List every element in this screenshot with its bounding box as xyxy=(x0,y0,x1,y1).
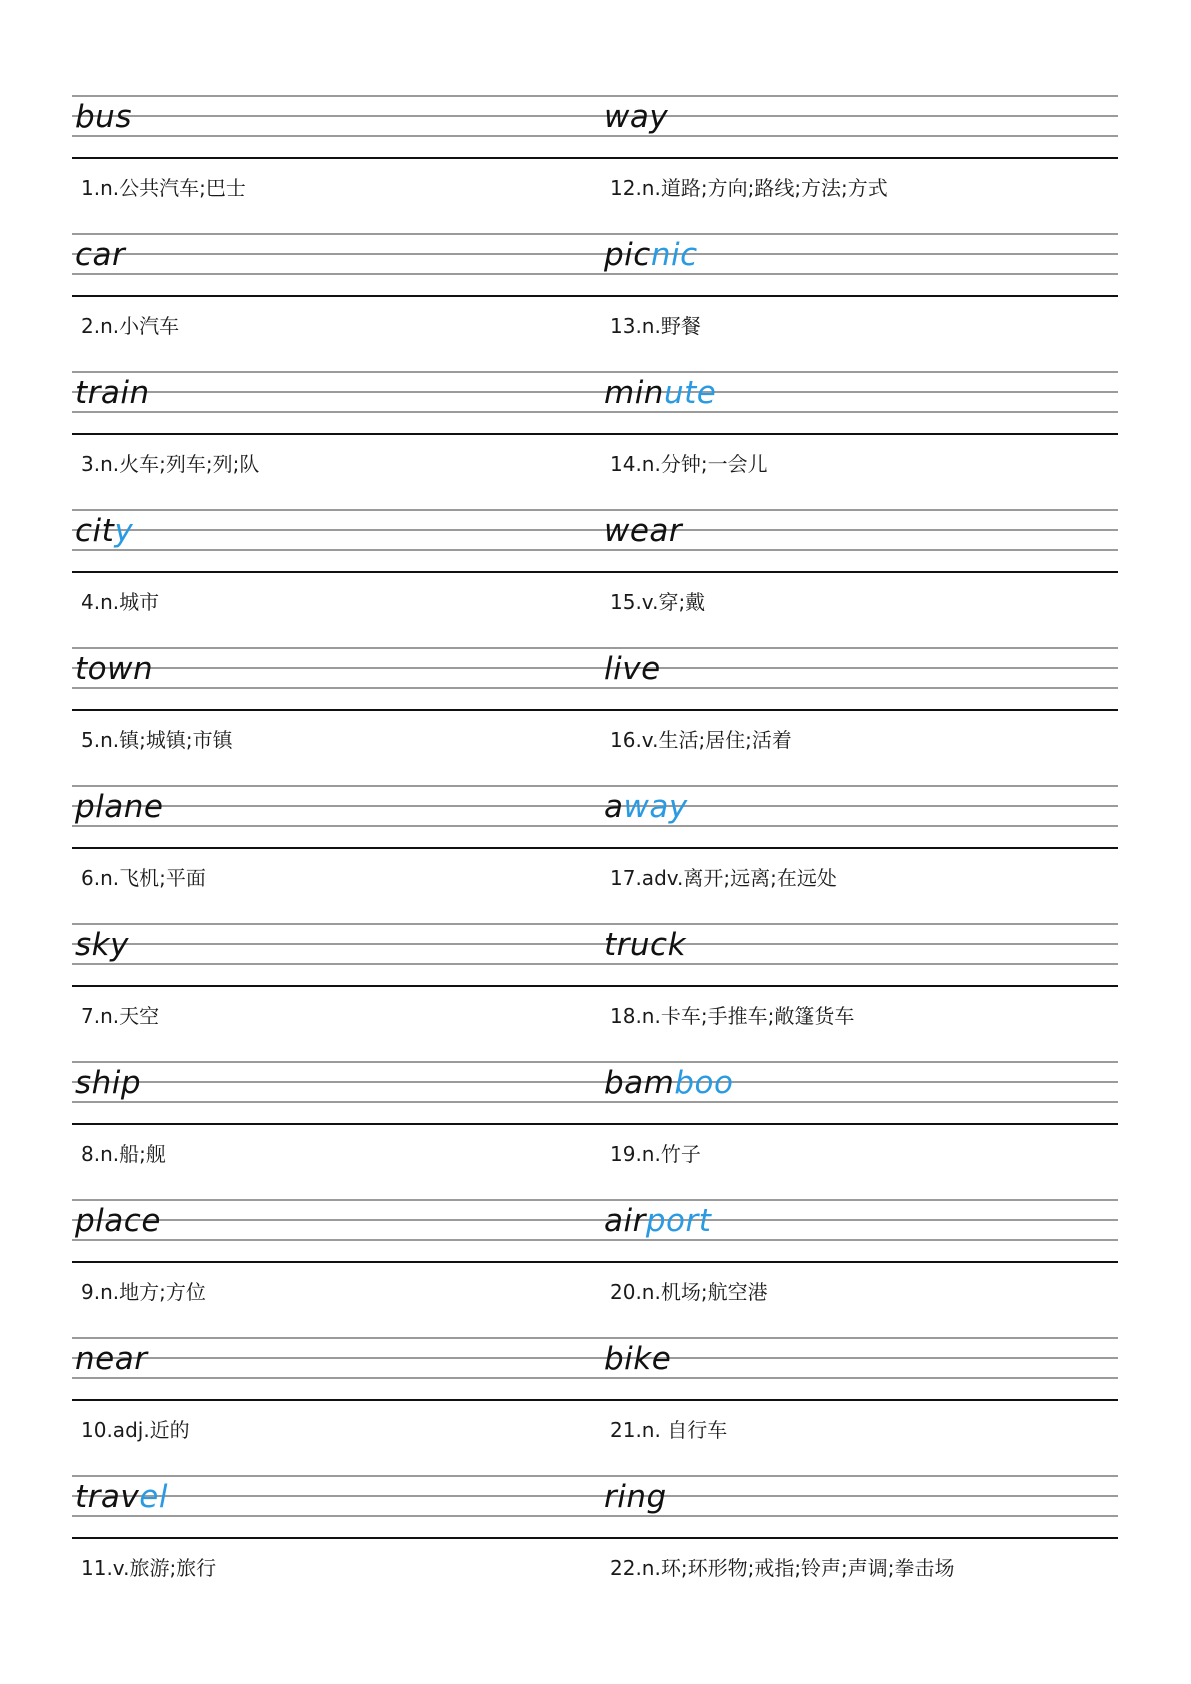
english-word xyxy=(75,1201,161,1241)
vocab-entry-right xyxy=(601,785,1124,923)
english-word xyxy=(75,1063,141,1103)
english-word xyxy=(604,1063,734,1103)
word-plain-part: car xyxy=(75,237,126,273)
english-word xyxy=(604,373,716,413)
word-plain-part: wear xyxy=(604,513,683,549)
chinese-meaning: 1.n.公共汽车;巴士 xyxy=(81,176,246,200)
chinese-meaning: 20.n.机场;航空港 xyxy=(610,1280,768,1304)
word-highlight-part: nic xyxy=(650,237,698,273)
word-plain-part: ring xyxy=(604,1479,667,1515)
chinese-meaning: 12.n.道路;方向;路线;方法;方式 xyxy=(610,176,888,200)
chinese-meaning: 4.n.城市 xyxy=(81,590,160,614)
vocab-entry-left xyxy=(72,1199,595,1337)
vocab-entry-left xyxy=(72,233,595,371)
vocab-row xyxy=(72,647,1118,785)
chinese-meaning: 15.v.穿;戴 xyxy=(610,590,706,614)
word-plain-part: ship xyxy=(75,1065,142,1101)
english-word xyxy=(75,373,150,413)
english-word xyxy=(75,787,164,827)
english-word xyxy=(604,97,668,137)
chinese-meaning: 8.n.船;舰 xyxy=(81,1142,166,1166)
english-word xyxy=(75,1339,147,1379)
word-plain-part: truck xyxy=(604,927,687,963)
vocab-entry-right xyxy=(601,1199,1124,1337)
english-word xyxy=(604,1201,711,1241)
english-word xyxy=(604,787,688,827)
word-highlight-part: ute xyxy=(663,375,717,411)
chinese-meaning: 19.n.竹子 xyxy=(610,1142,701,1166)
chinese-meaning: 21.n. 自行车 xyxy=(610,1418,728,1442)
chinese-meaning: 13.n.野餐 xyxy=(610,314,701,338)
word-plain-part: trav xyxy=(75,1479,140,1515)
word-plain-part: air xyxy=(604,1203,646,1239)
chinese-meaning: 18.n.卡车;手推车;敞篷货车 xyxy=(610,1004,855,1028)
chinese-meaning: 11.v.旅游;旅行 xyxy=(81,1556,217,1580)
vocab-entry-left xyxy=(72,1337,595,1475)
chinese-meaning: 22.n.环;环形物;戒指;铃声;声调;拳击场 xyxy=(610,1556,955,1580)
word-plain-part: place xyxy=(75,1203,161,1239)
english-word xyxy=(604,235,698,275)
vocab-row xyxy=(72,371,1118,509)
word-plain-part: bam xyxy=(604,1065,675,1101)
english-word xyxy=(75,925,129,965)
word-plain-part: bus xyxy=(75,99,132,135)
vocab-row xyxy=(72,1199,1118,1337)
english-word xyxy=(75,1477,168,1517)
chinese-meaning: 3.n.火车;列车;列;队 xyxy=(81,452,260,476)
vocab-row xyxy=(72,233,1118,371)
vocab-entry-left xyxy=(72,923,595,1061)
vocab-row xyxy=(72,95,1118,233)
word-plain-part: way xyxy=(604,99,669,135)
word-plain-part: bike xyxy=(604,1341,672,1377)
word-plain-part: a xyxy=(604,789,624,825)
vocab-entry-right xyxy=(601,1475,1124,1613)
english-word xyxy=(604,1339,671,1379)
word-plain-part: train xyxy=(75,375,150,411)
vocab-row xyxy=(72,923,1118,1061)
vocab-entry-left xyxy=(72,371,595,509)
chinese-meaning: 5.n.镇;城镇;市镇 xyxy=(81,728,233,752)
vocab-entry-left xyxy=(72,785,595,923)
word-plain-part: pic xyxy=(604,237,651,273)
word-highlight-part: way xyxy=(623,789,688,825)
english-word xyxy=(75,649,153,689)
vocab-entry-left xyxy=(72,1475,595,1613)
english-word xyxy=(604,1477,667,1517)
word-plain-part: sky xyxy=(75,927,129,963)
english-word xyxy=(604,511,682,551)
vocab-entry-right xyxy=(601,1337,1124,1475)
vocab-entry-right xyxy=(601,95,1124,233)
vocab-entry-right xyxy=(601,1061,1124,1199)
vocab-entry-right xyxy=(601,923,1124,1061)
chinese-meaning: 2.n.小汽车 xyxy=(81,314,180,338)
vocab-entry-right xyxy=(601,509,1124,647)
vocab-entry-right xyxy=(601,233,1124,371)
vocab-entry-right xyxy=(601,647,1124,785)
vocab-row xyxy=(72,509,1118,647)
word-plain-part: plane xyxy=(75,789,164,825)
vocab-entry-left xyxy=(72,95,595,233)
vocab-row xyxy=(72,785,1118,923)
chinese-meaning: 9.n.地方;方位 xyxy=(81,1280,206,1304)
chinese-meaning: 14.n.分钟;一会儿 xyxy=(610,452,768,476)
vocab-row xyxy=(72,1337,1118,1475)
word-highlight-part: el xyxy=(139,1479,168,1515)
english-word xyxy=(75,97,132,137)
vocab-row xyxy=(72,1061,1118,1199)
chinese-meaning: 16.v.生活;居住;活着 xyxy=(610,728,792,752)
chinese-meaning: 7.n.天空 xyxy=(81,1004,160,1028)
chinese-meaning: 17.adv.离开;远离;在远处 xyxy=(610,866,837,890)
word-plain-part: cit xyxy=(75,513,115,549)
vocab-entry-left xyxy=(72,647,595,785)
vocab-entry-left xyxy=(72,1061,595,1199)
word-plain-part: town xyxy=(75,651,154,687)
chinese-meaning: 10.adj.近的 xyxy=(81,1418,190,1442)
english-word xyxy=(604,649,661,689)
chinese-meaning: 6.n.飞机;平面 xyxy=(81,866,206,890)
vocab-row xyxy=(72,1475,1118,1613)
word-plain-part: min xyxy=(604,375,664,411)
english-word xyxy=(604,925,686,965)
vocab-entry-left xyxy=(72,509,595,647)
english-word xyxy=(75,511,133,551)
word-highlight-part: boo xyxy=(674,1065,734,1101)
word-highlight-part: y xyxy=(114,513,134,549)
word-plain-part: live xyxy=(604,651,661,687)
word-highlight-part: port xyxy=(645,1203,712,1239)
word-plain-part: near xyxy=(75,1341,148,1377)
english-word xyxy=(75,235,125,275)
vocab-entry-right xyxy=(601,371,1124,509)
